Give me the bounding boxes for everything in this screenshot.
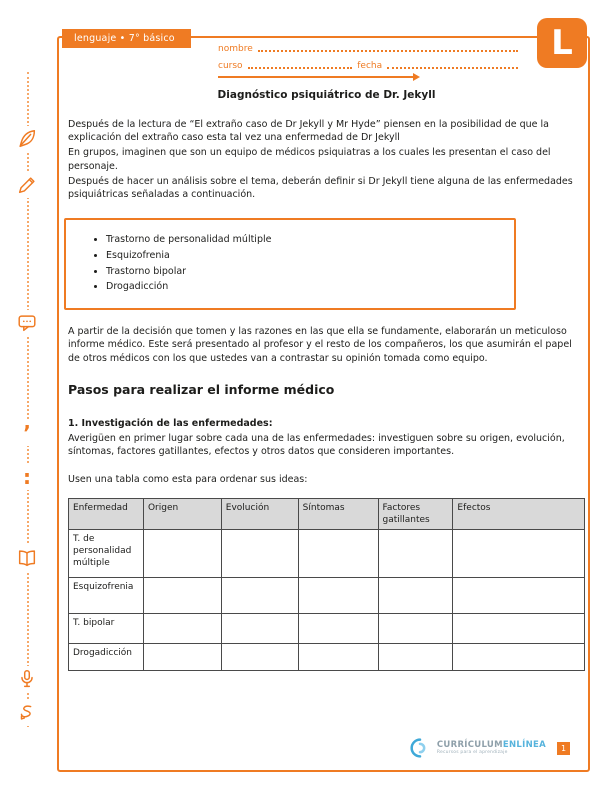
- col-header-sintomas: Síntomas: [298, 498, 378, 529]
- fecha-label: fecha: [357, 61, 383, 71]
- fecha-writing-line: [387, 67, 518, 69]
- section-heading: Pasos para realizar el informe médico: [68, 382, 335, 398]
- curriculum-logo-text: [437, 741, 546, 756]
- logo-tagline: Recursos para el aprendizaje: [436, 750, 508, 756]
- intro-paragraph-2: En grupos, imaginen que son un equipo de médicos psiquiatras a los cuales les presentan el caso del personaje.: [68, 147, 551, 172]
- table-cell-empty: [298, 530, 378, 578]
- disease-item: • Esquizofrenia: [106, 249, 504, 262]
- apostrophe-icon: ’: [14, 420, 40, 446]
- col-header-evolucion: Evolución: [221, 498, 298, 529]
- footer: [410, 738, 570, 758]
- diseases-table: [68, 498, 585, 671]
- table-cell-empty: [221, 614, 298, 644]
- table-cell-empty: [143, 644, 221, 671]
- row-label: Esquizofrenia: [69, 578, 144, 614]
- intro-paragraph-3: Después de hacer un análisis sobre el tema, deberán definir si Dr Jekyll tiene alguna de las enfermedades psiquiátricas señaladas a continuación.: [68, 175, 573, 201]
- curriculum-logo-icon: [410, 738, 430, 758]
- step1-text: Averigüen en primer lugar sobre cada una de las enfermedades: investiguen sobre su origen, evolución, síntomas, factores gatillantes, efectos y otros datos que consideren importantes.: [68, 432, 565, 458]
- table-cell-empty: [221, 644, 298, 671]
- logo-text-curriculum: CURRÍCULUM: [436, 739, 503, 750]
- page-number-badge: 1: [557, 742, 570, 755]
- table-cell-empty: [143, 614, 221, 644]
- table-cell-empty: [453, 530, 585, 578]
- quill-icon: [14, 126, 40, 152]
- col-header-efectos: Efectos: [453, 498, 585, 529]
- curso-label: curso: [218, 61, 243, 71]
- table-cell-empty: [298, 614, 378, 644]
- table-header-row: [69, 498, 585, 529]
- table-cell-empty: [378, 644, 453, 671]
- student-header-fields: [218, 37, 518, 71]
- col-header-origen: Origen: [143, 498, 221, 529]
- book-icon: [14, 545, 40, 571]
- step1-heading: 1. Investigación de las enfermedades:: [68, 417, 273, 429]
- disease-item: • Trastorno bipolar: [106, 265, 504, 278]
- logo-text-enlinea: ENLÍNEA: [502, 739, 546, 750]
- table-cell-empty: [378, 530, 453, 578]
- nombre-label: nombre: [218, 44, 253, 54]
- row-label: Drogadicción: [69, 644, 144, 671]
- table-intro-text: Usen una tabla como esta para ordenar sus ideas:: [68, 474, 308, 486]
- speech-bubble-icon: [14, 310, 40, 336]
- row-label: T. bipolar: [69, 614, 144, 644]
- row-label: T. de personalidad múltiple: [69, 530, 144, 578]
- table-cell-empty: [453, 614, 585, 644]
- table-row: [69, 644, 585, 671]
- col-header-enfermedad: Enfermedad: [69, 498, 144, 529]
- worksheet-content: [68, 88, 585, 671]
- microphone-icon: [14, 666, 40, 692]
- table-row: [69, 530, 585, 578]
- disease-item: • Drogadicción: [106, 280, 504, 293]
- curso-writing-line: [248, 67, 353, 69]
- header-underline-arrow: [218, 76, 413, 78]
- table-cell-empty: [453, 578, 585, 614]
- table-cell-empty: [453, 644, 585, 671]
- table-cell-empty: [221, 530, 298, 578]
- informe-paragraph: A partir de la decisión que tomen y las razones en las que ella se fundamente, elaborarán un meticuloso informe médico. Este será presentado al profesor y el resto de los compañeros, los que asumirán el papel de otros médicos con los que ustedes van a contrastar su opinión tomada como equipo.: [68, 326, 572, 364]
- intro-paragraph-1: Después de la lectura de “El extraño caso de Dr Jekyll y Mr Hyde” piensen en la posibilidad de que la explicación del extraño caso esta tal vez una enfermedad de Dr Jekyll: [68, 118, 549, 143]
- table-cell-empty: [378, 614, 453, 644]
- nombre-writing-line: [258, 50, 518, 52]
- colon-icon: :: [14, 464, 40, 490]
- table-cell-empty: [143, 578, 221, 614]
- table-cell-empty: [143, 530, 221, 578]
- page-title: Diagnóstico psiquiátrico de Dr. Jekyll: [217, 89, 436, 101]
- subject-tab: lenguaje • 7° básico: [62, 29, 191, 48]
- col-header-factores: Factores gatillantes: [378, 498, 453, 529]
- table-cell-empty: [298, 578, 378, 614]
- table-cell-empty: [221, 578, 298, 614]
- table-cell-empty: [378, 578, 453, 614]
- left-rail-dotted-line: [27, 72, 29, 727]
- disease-list-box: [64, 218, 516, 310]
- pencil-icon: [14, 172, 40, 198]
- table-row: [69, 578, 585, 614]
- scribble-icon: [14, 700, 40, 726]
- disease-item: • Trastorno de personalidad múltiple: [106, 233, 504, 246]
- table-cell-empty: [298, 644, 378, 671]
- table-row: [69, 614, 585, 644]
- brand-letter-logo: L: [537, 18, 587, 68]
